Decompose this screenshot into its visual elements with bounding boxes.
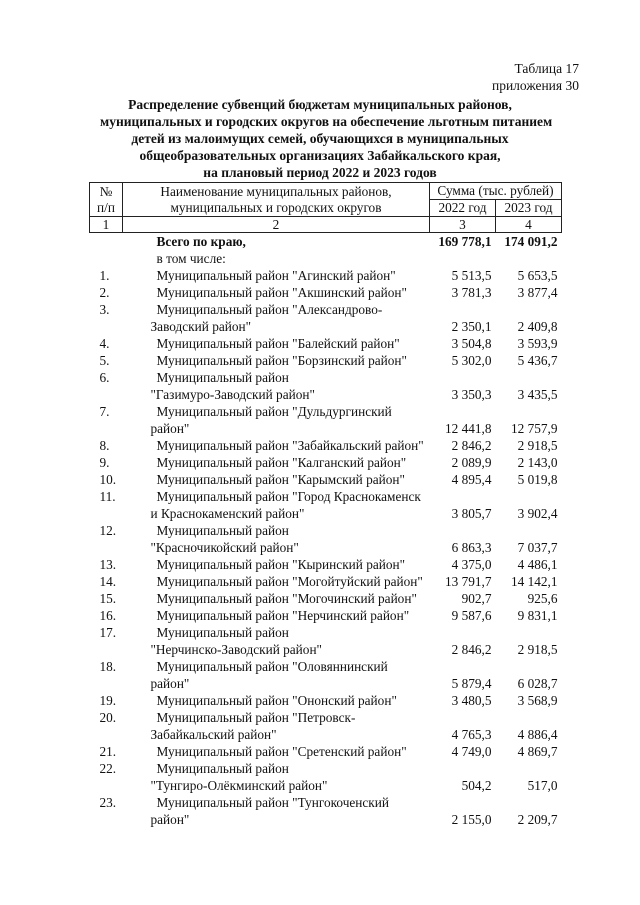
row-number: 23. xyxy=(99,795,117,810)
table-row xyxy=(90,624,562,658)
column-index: 3 xyxy=(430,217,496,233)
district-name xyxy=(123,743,430,760)
value-2023: 2 918,5 xyxy=(517,642,558,657)
total-2023: 174 091,2 xyxy=(504,234,558,249)
district-name-line: район" xyxy=(150,676,190,691)
row-number: 8. xyxy=(99,438,110,453)
title-line: муниципальных и городских округов на обеспечение льготным питанием xyxy=(100,114,553,129)
district-name-line: Муниципальный район "Карымский район" xyxy=(156,472,405,487)
district-name xyxy=(123,471,430,488)
value-2023: 5 653,5 xyxy=(517,268,558,283)
value-2023: 4 869,7 xyxy=(517,744,558,759)
district-name-line: Заводский район" xyxy=(150,319,252,334)
district-name xyxy=(123,760,430,794)
row-number: 14. xyxy=(99,574,117,589)
value-2022: 4 375,0 xyxy=(451,557,492,572)
row-number: 7. xyxy=(99,404,110,419)
total-2022: 169 778,1 xyxy=(438,234,492,249)
district-name-line: Муниципальный район "Могочинский район" xyxy=(156,591,417,606)
table-row xyxy=(90,794,562,828)
title-line: детей из малоимущих семей, обучающихся в муниципальных xyxy=(131,131,509,146)
value-2023: 2 918,5 xyxy=(517,438,558,453)
value-2022: 3 805,7 xyxy=(451,506,492,521)
district-name xyxy=(123,794,430,828)
value-2023: 2 409,8 xyxy=(517,319,558,334)
row-number: 16. xyxy=(99,608,117,623)
total-label: Всего по краю, xyxy=(156,234,246,249)
value-2023: 3 568,9 xyxy=(517,693,558,708)
row-number: 6. xyxy=(99,370,110,385)
title-line: Распределение субвенций бюджетам муниципальных районов, xyxy=(128,97,512,112)
value-2022: 3 504,8 xyxy=(451,336,492,351)
value-2023: 7 037,7 xyxy=(517,540,558,555)
table-row xyxy=(90,607,562,624)
district-name xyxy=(123,624,430,658)
header-year-2023: 2023 год xyxy=(496,200,562,217)
district-name-line: "Нерчинско-Заводский район" xyxy=(150,642,322,657)
value-2023: 3 593,9 xyxy=(517,336,558,351)
header-row xyxy=(90,183,562,200)
value-2022: 12 441,8 xyxy=(444,421,492,436)
header-sum: Сумма (тыс. рублей) xyxy=(430,183,562,200)
subvention-table xyxy=(89,182,562,828)
row-number: 2. xyxy=(99,285,110,300)
district-name xyxy=(123,284,430,301)
value-2023: 12 757,9 xyxy=(510,421,558,436)
row-number: 10. xyxy=(99,472,117,487)
value-2023: 2 209,7 xyxy=(517,812,558,827)
district-name-line: "Красночикойский район" xyxy=(150,540,299,555)
value-2023: 9 831,1 xyxy=(517,608,558,623)
column-index: 1 xyxy=(90,217,123,233)
value-2023: 517,0 xyxy=(527,778,558,793)
table-row xyxy=(90,437,562,454)
table-row xyxy=(90,709,562,743)
header-number-line: п/п xyxy=(97,199,115,215)
district-name xyxy=(123,352,430,369)
table-row xyxy=(90,369,562,403)
appendix-number: приложения 30 xyxy=(491,78,579,93)
row-number: 17. xyxy=(99,625,117,640)
district-name-line: Муниципальный район xyxy=(156,625,289,640)
column-index: 2 xyxy=(123,217,430,233)
row-number: 13. xyxy=(99,557,117,572)
value-2023: 5 019,8 xyxy=(517,472,558,487)
value-2022: 3 350,3 xyxy=(451,387,492,402)
district-name xyxy=(123,301,430,335)
district-name-line: Забайкальский район" xyxy=(150,727,277,742)
district-name-line: район" xyxy=(150,421,190,436)
district-name xyxy=(123,573,430,590)
row-number: 9. xyxy=(99,455,110,470)
row-number: 4. xyxy=(99,336,110,351)
table-row xyxy=(90,403,562,437)
column-index-row xyxy=(90,217,562,233)
header-number-line: № xyxy=(99,183,113,199)
header-name-line: муниципальных и городских округов xyxy=(170,199,382,215)
value-2023: 3 877,4 xyxy=(517,285,558,300)
district-name xyxy=(123,454,430,471)
district-name xyxy=(123,369,430,403)
value-2022: 3 781,3 xyxy=(451,285,492,300)
row-number: 22. xyxy=(99,761,117,776)
title-line: общеобразовательных организациях Забайкальского края, xyxy=(139,148,501,163)
header-year-2022: 2022 год xyxy=(430,200,496,217)
table-row xyxy=(90,301,562,335)
table-row xyxy=(90,522,562,556)
district-name-line: Муниципальный район "Акшинский район" xyxy=(156,285,407,300)
district-name xyxy=(123,692,430,709)
district-name-line: Муниципальный район "Александрово- xyxy=(156,302,383,317)
row-number: 20. xyxy=(99,710,117,725)
district-name-line: и Краснокаменский район" xyxy=(150,506,305,521)
row-number: 18. xyxy=(99,659,117,674)
district-name-line: Муниципальный район "Петровск- xyxy=(156,710,356,725)
including-row xyxy=(90,250,562,267)
table-number: Таблица 17 xyxy=(514,61,579,76)
value-2022: 6 863,3 xyxy=(451,540,492,555)
district-name xyxy=(123,335,430,352)
value-2022: 4 749,0 xyxy=(451,744,492,759)
table-row xyxy=(90,573,562,590)
district-name-line: Муниципальный район "Агинский район" xyxy=(156,268,396,283)
district-name-line: Муниципальный район "Балейский район" xyxy=(156,336,400,351)
row-number: 11. xyxy=(99,489,116,504)
value-2023: 3 435,5 xyxy=(517,387,558,402)
district-name xyxy=(123,488,430,522)
row-number: 12. xyxy=(99,523,117,538)
district-name xyxy=(123,658,430,692)
district-name-line: Муниципальный район "Оловяннинский xyxy=(156,659,388,674)
value-2022: 2 155,0 xyxy=(451,812,492,827)
district-name xyxy=(123,437,430,454)
district-name-line: Муниципальный район xyxy=(156,370,289,385)
title-line: на плановый период 2022 и 2023 годов xyxy=(203,165,437,180)
row-number: 19. xyxy=(99,693,117,708)
value-2022: 2 846,2 xyxy=(451,438,492,453)
district-name-line: Муниципальный район xyxy=(156,761,289,776)
district-name xyxy=(123,403,430,437)
value-2023: 3 902,4 xyxy=(517,506,558,521)
value-2023: 2 143,0 xyxy=(517,455,558,470)
district-name-line: "Газимуро-Заводский район" xyxy=(150,387,315,402)
table-row xyxy=(90,590,562,607)
row-number: 1. xyxy=(99,268,110,283)
district-name-line: Муниципальный район "Город Краснокаменск xyxy=(156,489,421,504)
district-name-line: Муниципальный район xyxy=(156,523,289,538)
table-body xyxy=(90,183,562,829)
value-2023: 6 028,7 xyxy=(517,676,558,691)
header-name-line: Наименование муниципальных районов, xyxy=(160,183,392,199)
district-name xyxy=(123,556,430,573)
table-row xyxy=(90,556,562,573)
table-row xyxy=(90,488,562,522)
value-2022: 2 350,1 xyxy=(451,319,492,334)
district-name xyxy=(123,267,430,284)
table-row xyxy=(90,352,562,369)
district-name xyxy=(123,709,430,743)
value-2022: 2 089,9 xyxy=(451,455,492,470)
value-2022: 3 480,5 xyxy=(451,693,492,708)
total-row xyxy=(90,233,562,251)
value-2022: 902,7 xyxy=(461,591,492,606)
table-row xyxy=(90,471,562,488)
value-2022: 9 587,6 xyxy=(451,608,492,623)
district-name-line: Муниципальный район "Борзинский район" xyxy=(156,353,407,368)
district-name-line: Муниципальный район "Ононский район" xyxy=(156,693,397,708)
row-number: 5. xyxy=(99,353,110,368)
table-row xyxy=(90,267,562,284)
table-row xyxy=(90,454,562,471)
district-name-line: Муниципальный район "Нерчинский район" xyxy=(156,608,410,623)
district-name-line: Муниципальный район "Тунгокоченский xyxy=(156,795,389,810)
value-2022: 4 765,3 xyxy=(451,727,492,742)
district-name-line: Муниципальный район "Могойтуйский район" xyxy=(156,574,423,589)
value-2022: 5 513,5 xyxy=(451,268,492,283)
table-row xyxy=(90,760,562,794)
value-2023: 4 886,4 xyxy=(517,727,558,742)
district-name-line: Муниципальный район "Забайкальский район" xyxy=(156,438,424,453)
table-row xyxy=(90,284,562,301)
district-name-line: Муниципальный район "Сретенский район" xyxy=(156,744,407,759)
row-number: 3. xyxy=(99,302,110,317)
column-index: 4 xyxy=(496,217,562,233)
value-2022: 13 791,7 xyxy=(444,574,492,589)
district-name-line: "Тунгиро-Олёкминский район" xyxy=(150,778,328,793)
document-title xyxy=(100,96,553,181)
district-name xyxy=(123,607,430,624)
district-name-line: Муниципальный район "Калганский район" xyxy=(156,455,407,470)
header-number xyxy=(90,183,123,217)
value-2022: 2 846,2 xyxy=(451,642,492,657)
value-2023: 4 486,1 xyxy=(517,557,558,572)
table-row xyxy=(90,658,562,692)
header-name xyxy=(123,183,430,217)
table-row xyxy=(90,743,562,760)
including-label: в том числе: xyxy=(156,251,226,266)
table-row xyxy=(90,692,562,709)
district-name-line: Муниципальный район "Кыринский район" xyxy=(156,557,406,572)
value-2023: 5 436,7 xyxy=(517,353,558,368)
table-reference xyxy=(492,60,579,94)
value-2022: 5 302,0 xyxy=(451,353,492,368)
value-2023: 14 142,1 xyxy=(510,574,558,589)
district-name xyxy=(123,590,430,607)
table-row xyxy=(90,335,562,352)
value-2022: 5 879,4 xyxy=(451,676,492,691)
district-name xyxy=(123,522,430,556)
value-2022: 4 895,4 xyxy=(451,472,492,487)
district-name-line: район" xyxy=(150,812,190,827)
value-2022: 504,2 xyxy=(461,778,492,793)
row-number: 21. xyxy=(99,744,117,759)
district-name-line: Муниципальный район "Дульдургинский xyxy=(156,404,392,419)
value-2023: 925,6 xyxy=(527,591,558,606)
row-number: 15. xyxy=(99,591,117,606)
